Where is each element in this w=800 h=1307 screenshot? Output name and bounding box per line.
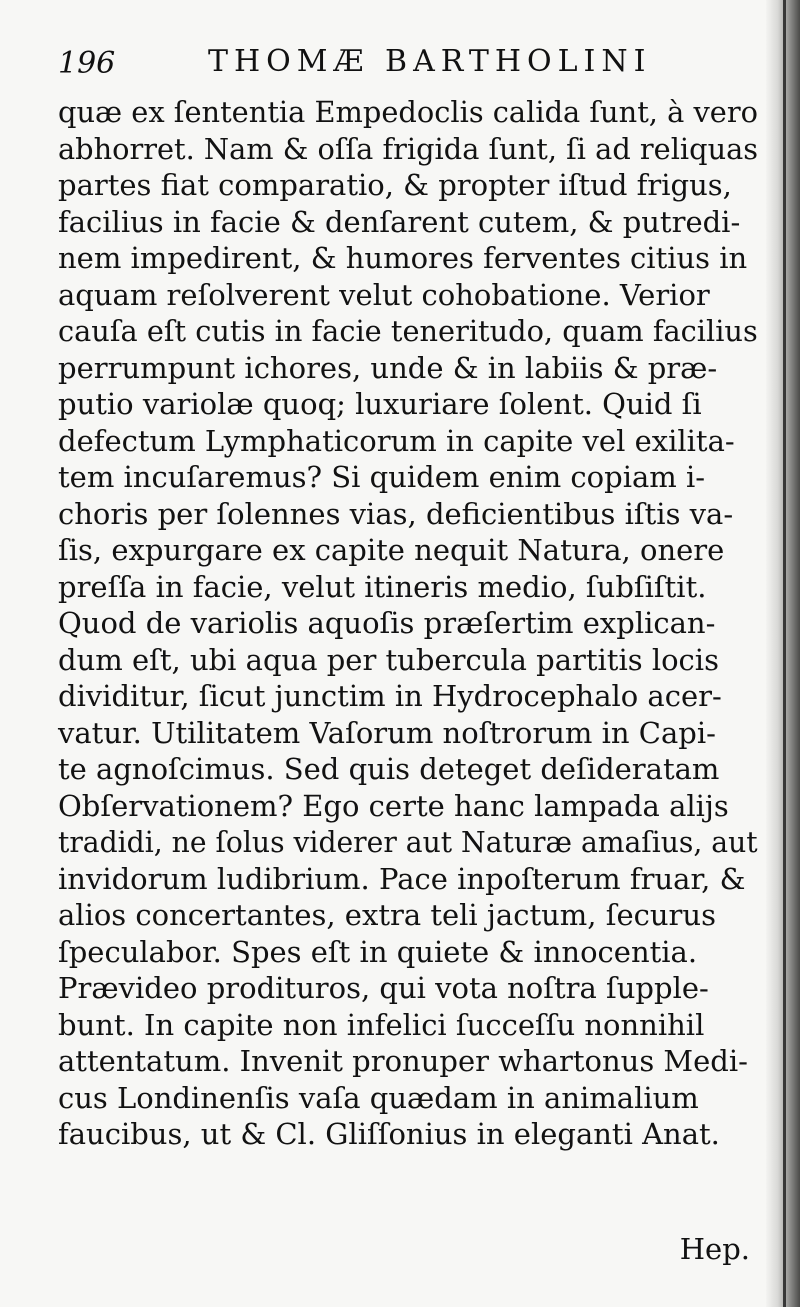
text-line: choris per ſolennes vias, deficientibus iſtis va- — [58, 496, 734, 531]
text-line: vatur. Utilitatem Vaſorum noſtrorum in Capi- — [58, 715, 716, 750]
page-number: 196 — [58, 46, 116, 81]
text-line: ſpeculabor. Spes eſt in quiete & innocentia. — [58, 934, 698, 969]
text-line: Obſervationem? Ego certe hanc lampada alijs — [58, 788, 729, 823]
text-line: partes fiat comparatio, & propter iſtud frigus, — [58, 168, 732, 202]
text-line: putio variolæ quoq; luxuriare ſolent. Quid ſi — [58, 387, 702, 421]
text-line: dum eſt, ubi aqua per tubercula partitis locis — [58, 642, 719, 677]
running-head: THOMÆ BARTHOLINI — [208, 44, 652, 79]
text-line: Quod de variolis aquoſis præſertim explican- — [58, 606, 716, 640]
text-line: cus Londinenſis vaſa quædam in animalium — [58, 1080, 699, 1115]
text-line: defectum Lymphaticorum in capite vel exilita- — [58, 423, 735, 458]
body-text — [58, 94, 758, 1153]
text-line: te agnoſcimus. Sed quis deteget deſideratam — [58, 752, 720, 786]
text-line: tradidi, ne ſolus viderer aut Naturæ amaſius, aut — [58, 825, 758, 859]
text-line: faucibus, ut & Cl. Gliſſonius in eleganti Anat. — [58, 1117, 720, 1151]
text-line: nem impedirent, & humores ferventes citius in — [58, 241, 748, 275]
text-line: preſſa in facie, velut itineris medio, ſubſiſtit. — [58, 569, 707, 604]
text-line: aquam reſolverent velut cohobatione. Verior — [58, 277, 710, 312]
text-line: tem incuſaremus? Si quidem enim copiam i- — [58, 460, 706, 494]
catchword: Hep. — [679, 1232, 750, 1266]
text-line: dividitur, ſicut junctim in Hydrocephalo acer- — [58, 679, 722, 713]
page-header — [58, 40, 758, 88]
text-line: quæ ex ſententia Empedoclis calida ſunt, à vero — [58, 95, 758, 129]
text-line: Prævideo prodituros, qui vota noſtra ſupple- — [58, 971, 709, 1005]
page-gutter-shadow — [766, 0, 800, 1307]
binding-edge — [783, 0, 786, 1307]
text-line: invidorum ludibrium. Pace inpoſterum fruar, & — [58, 861, 746, 896]
text-line: perrumpunt ichores, unde & in labiis & præ- — [58, 350, 718, 385]
text-line: cauſa eſt cutis in facie teneritudo, quam facilius — [58, 314, 758, 348]
text-line: alios concertantes, extra teli jactum, ſecurus — [58, 898, 716, 932]
text-line: bunt. In capite non infelici ſucceſſu nonnihil — [58, 1007, 705, 1042]
text-line: abhorret. Nam & oſſa frigida ſunt, ſi ad reliquas — [58, 131, 759, 166]
text-line: ſis, expurgare ex capite nequit Natura, onere — [58, 533, 725, 567]
text-line: attentatum. Invenit pronuper whartonus Medi- — [58, 1044, 748, 1078]
text-line: facilius in facie & denſarent cutem, & putredi- — [58, 204, 741, 239]
